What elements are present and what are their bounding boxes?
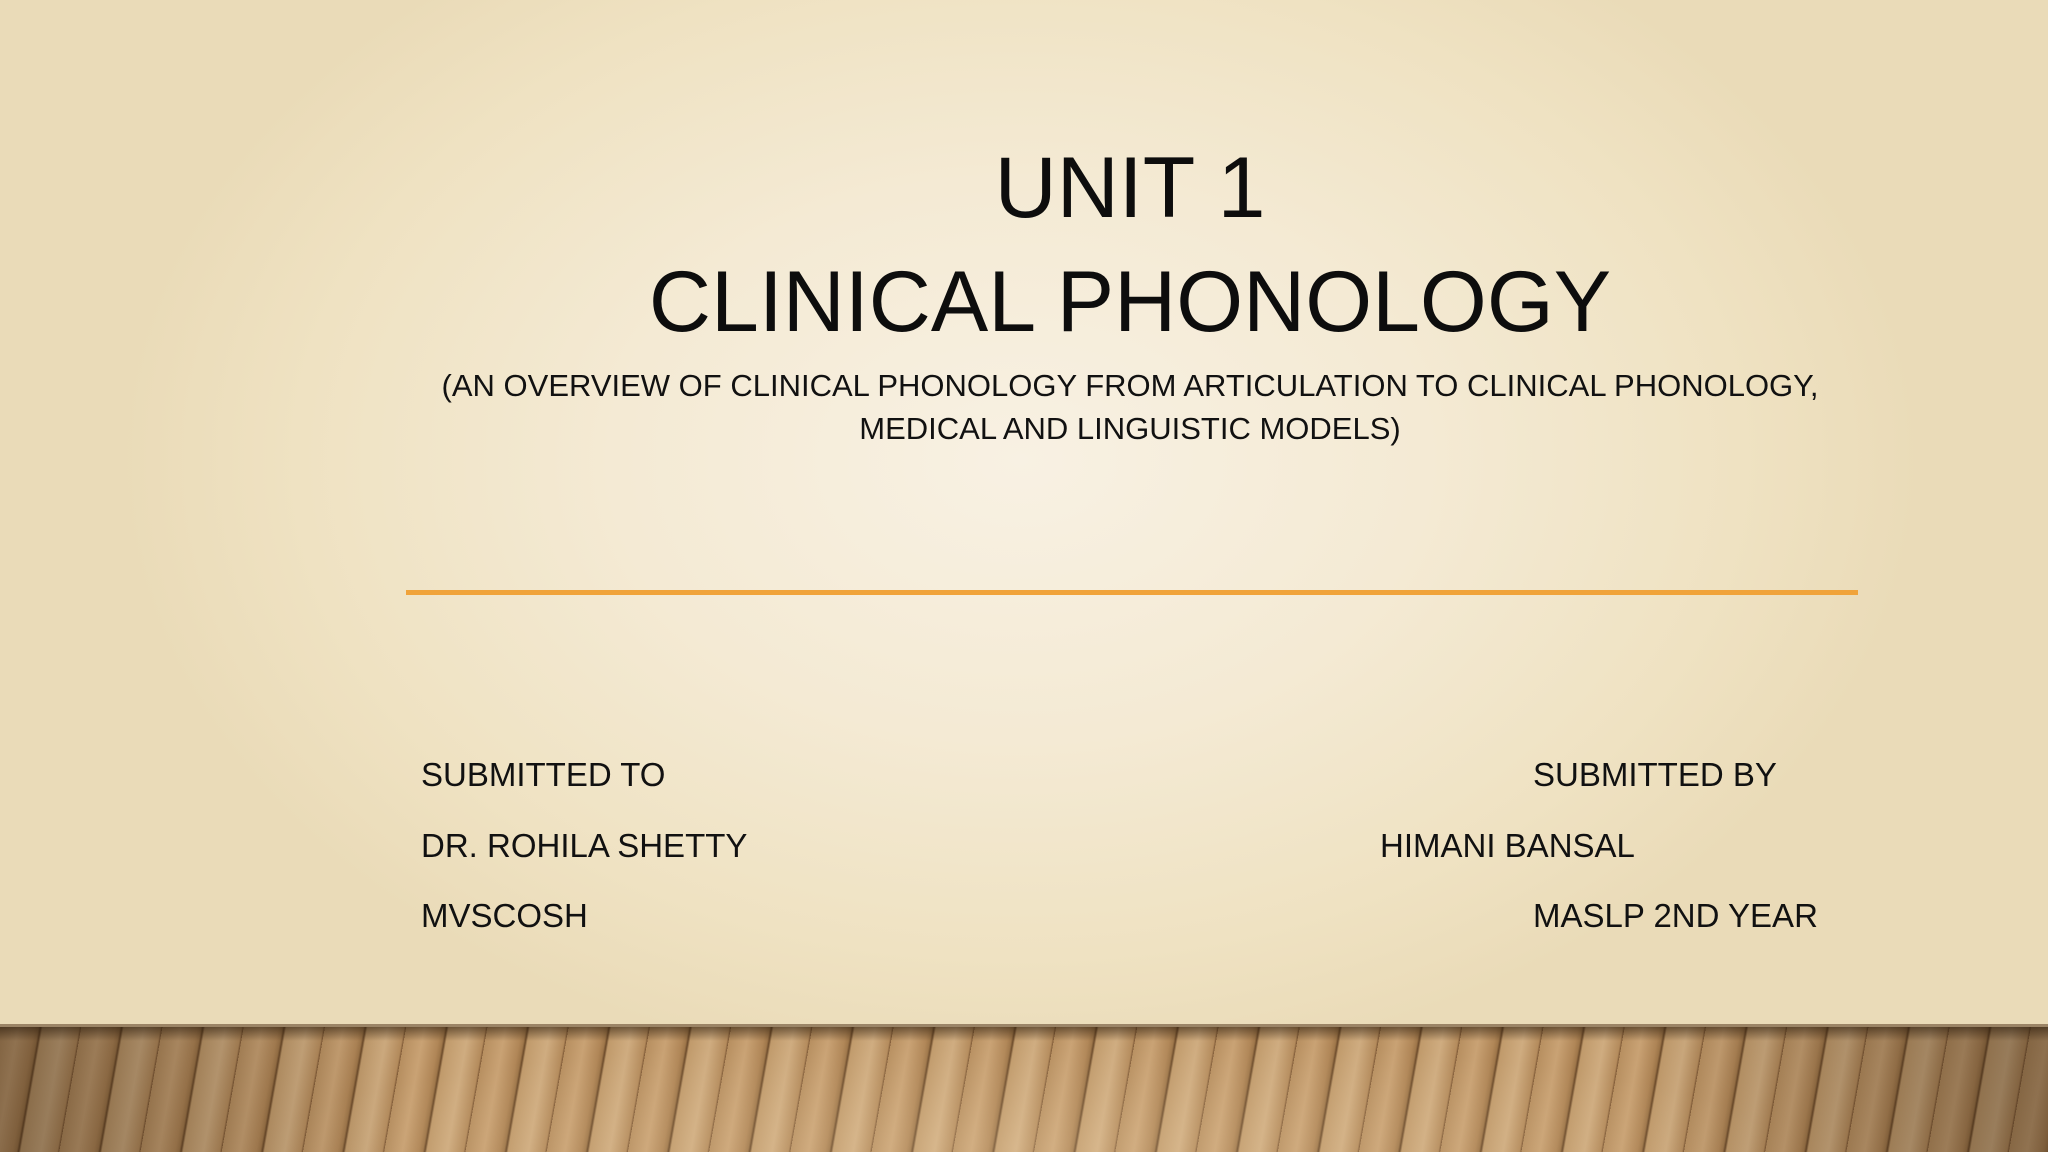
submitted-by-label: SUBMITTED BY — [1533, 756, 1777, 793]
submitted-by-course: MASLP 2ND YEAR — [1533, 897, 1818, 934]
submitted-to-label: SUBMITTED TO — [421, 756, 666, 793]
subtitle-line-2: MEDICAL AND LINGUISTIC MODELS) — [859, 411, 1401, 446]
title-line-2: CLINICAL PHONOLOGY — [648, 254, 1612, 350]
submitted-to-institution: MVSCOSH — [421, 897, 588, 934]
wooden-floor-image — [0, 1027, 2048, 1152]
subtitle — [330, 364, 1930, 450]
title-line-1: UNIT 1 — [994, 140, 1266, 236]
submitted-by-name: HIMANI BANSAL — [1380, 827, 1635, 864]
subtitle-line-1: (AN OVERVIEW OF CLINICAL PHONOLOGY FROM ARTICULATION TO CLINICAL PHONOLOGY, — [441, 368, 1819, 403]
accent-divider — [406, 590, 1858, 595]
submitted-to-name: DR. ROHILA SHETTY — [421, 827, 748, 864]
